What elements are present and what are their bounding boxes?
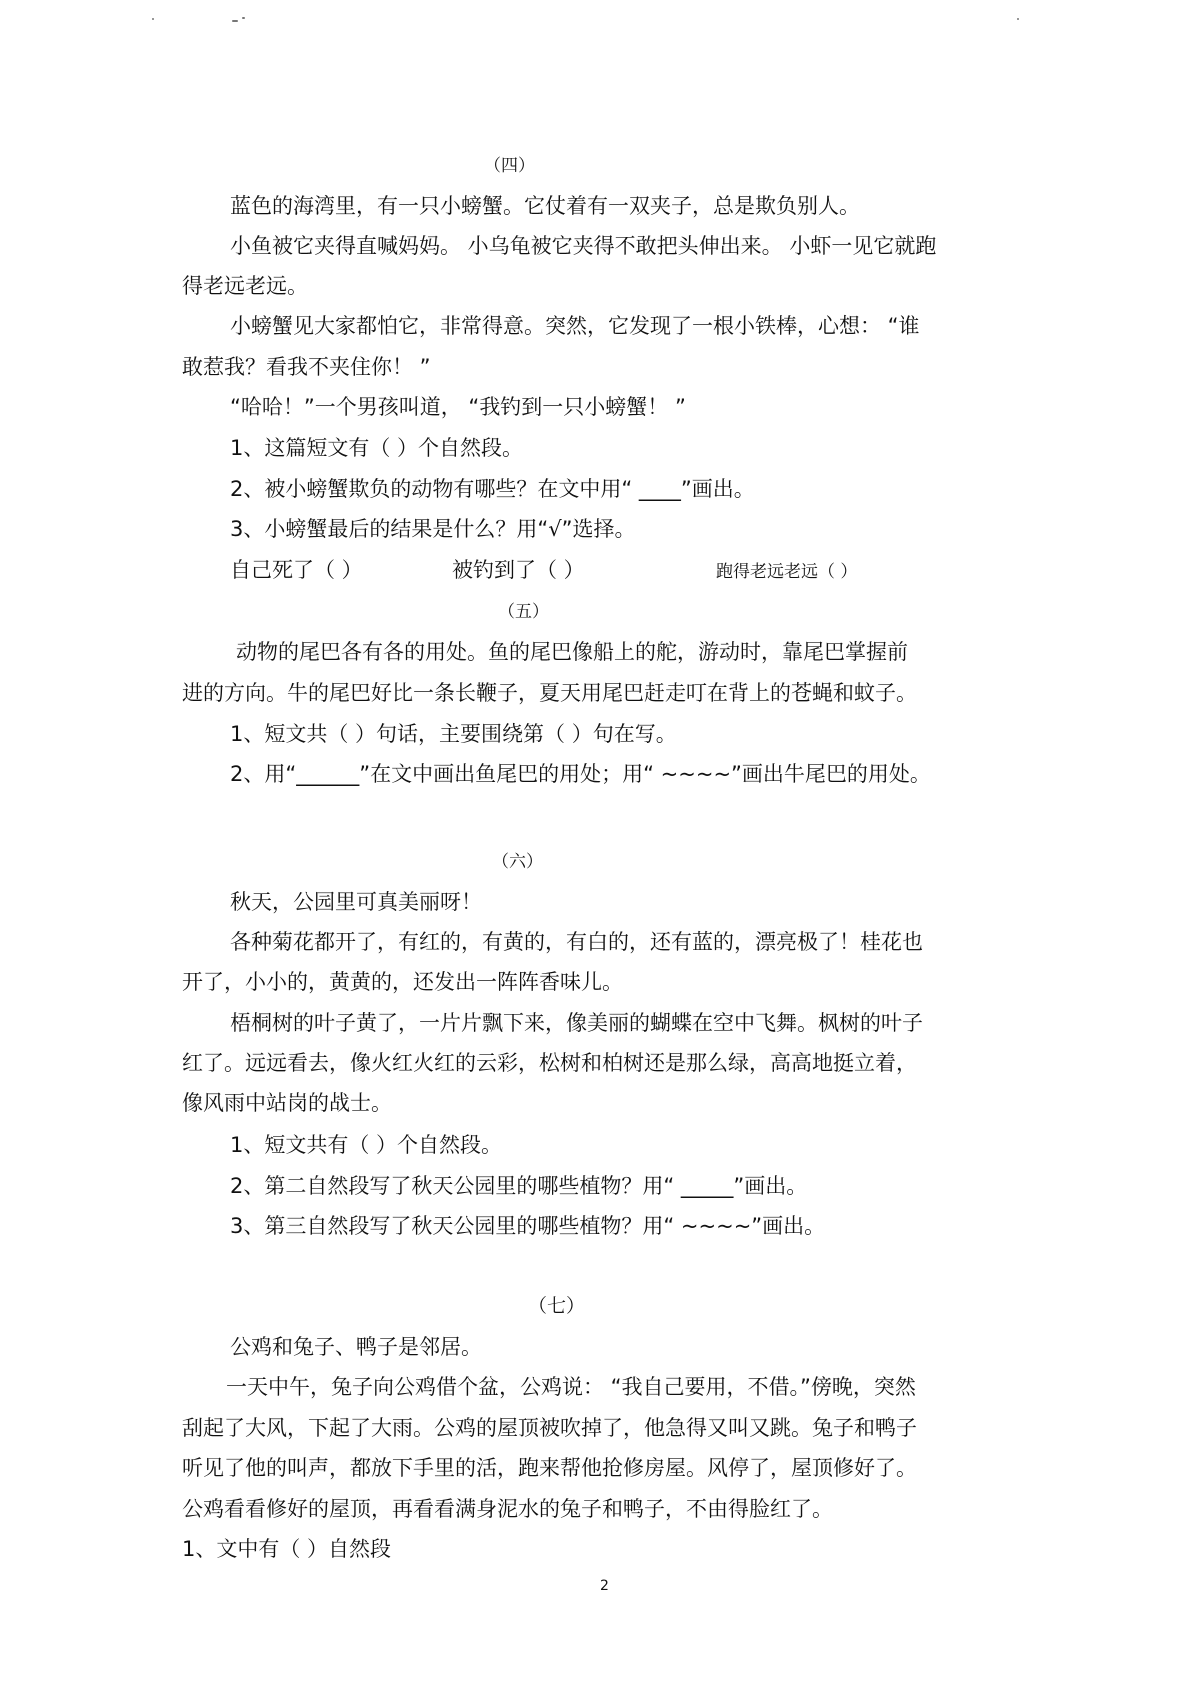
answer-option: 跑得老远老远（ ） — [716, 562, 858, 582]
paragraph-text: 听见了他的叫声，都放下手里的活，跑来帮他抢修房屋。风停了，屋顶修好了。 — [182, 1456, 917, 1480]
question-2: 2、用“______”在文中画出鱼尾巴的用处；用“ ~~~~”画出牛尾巴的用处。 — [230, 762, 931, 786]
paragraph-text: 得老远老远。 — [182, 274, 308, 298]
paragraph-text: 小鱼被它夹得直喊妈妈。 小乌龟被它夹得不敢把头伸出来。 小虾一见它就跑 — [230, 234, 937, 258]
answer-option: 自己死了（ ） — [230, 558, 363, 582]
paragraph-text: 公鸡和兔子、鸭子是邻居。 — [230, 1335, 482, 1359]
question-1: 1、文中有（ ）自然段 — [182, 1537, 392, 1561]
question-1: 1、这篇短文有（ ）个自然段。 — [230, 436, 524, 460]
scan-speck — [242, 17, 245, 19]
paragraph-text: 刮起了大风，下起了大雨。公鸡的屋顶被吹掉了，他急得又叫又跳。兔子和鸭子 — [182, 1416, 917, 1440]
paragraph-text: 秋天，公园里可真美丽呀！ — [230, 890, 482, 914]
question-2: 2、被小螃蟹欺负的动物有哪些？在文中用“ ____”画出。 — [230, 477, 755, 501]
paragraph-text: “哈哈！”一个男孩叫道， “我钓到一只小螃蟹！ ” — [230, 395, 686, 419]
page-number: 2 — [600, 1578, 609, 1594]
answer-option: 被钓到了（ ） — [452, 558, 585, 582]
scan-speck — [1017, 18, 1019, 20]
question-3: 3、第三自然段写了秋天公园里的哪些植物？用“ ~~~~”画出。 — [230, 1214, 826, 1238]
paragraph-text: 进的方向。牛的尾巴好比一条长鞭子，夏天用尾巴赶走叮在背上的苍蝇和蚊子。 — [182, 681, 917, 705]
paragraph-text: 蓝色的海湾里，有一只小螃蟹。它仗着有一双夹子，总是欺负别人。 — [230, 194, 860, 218]
question-1: 1、短文共（ ）句话，主要围绕第（ ）句在写。 — [230, 722, 677, 746]
section-5-heading: （五） — [498, 602, 549, 622]
scan-speck — [152, 18, 154, 20]
section-7-heading: （七） — [528, 1295, 586, 1317]
section-4-heading: （四） — [484, 156, 535, 176]
question-2: 2、第二自然段写了秋天公园里的哪些植物？用“ _____”画出。 — [230, 1174, 808, 1198]
question-1: 1、短文共有（ ）个自然段。 — [230, 1133, 503, 1157]
paragraph-text: 各种菊花都开了，有红的，有黄的，有白的，还有蓝的，漂亮极了！桂花也 — [230, 930, 923, 954]
paragraph-text: 敢惹我？看我不夹住你！ ” — [182, 355, 431, 379]
paragraph-text: 公鸡看看修好的屋顶，再看看满身泥水的兔子和鸭子，不由得脸红了。 — [182, 1497, 833, 1521]
paragraph-text: 动物的尾巴各有各的用处。鱼的尾巴像船上的舵，游动时，靠尾巴掌握前 — [236, 640, 908, 664]
paragraph-text: 开了，小小的，黄黄的，还发出一阵阵香味儿。 — [182, 970, 623, 994]
paragraph-text: 梧桐树的叶子黄了，一片片飘下来，像美丽的蝴蝶在空中飞舞。枫树的叶子 — [230, 1011, 923, 1035]
section-6-heading: （六） — [492, 852, 543, 872]
scan-speck — [232, 20, 238, 22]
paragraph-text: 红了。远远看去，像火红火红的云彩，松树和柏树还是那么绿，高高地挺立着， — [182, 1051, 917, 1075]
paragraph-text: 一天中午，兔子向公鸡借个盆，公鸡说： “我自己要用，不借。”傍晚，突然 — [226, 1375, 916, 1399]
question-3: 3、小螃蟹最后的结果是什么？用“√”选择。 — [230, 517, 636, 541]
paragraph-text: 小螃蟹见大家都怕它，非常得意。突然，它发现了一根小铁棒，心想： “谁 — [230, 314, 920, 338]
paragraph-text: 像风雨中站岗的战士。 — [182, 1091, 392, 1115]
